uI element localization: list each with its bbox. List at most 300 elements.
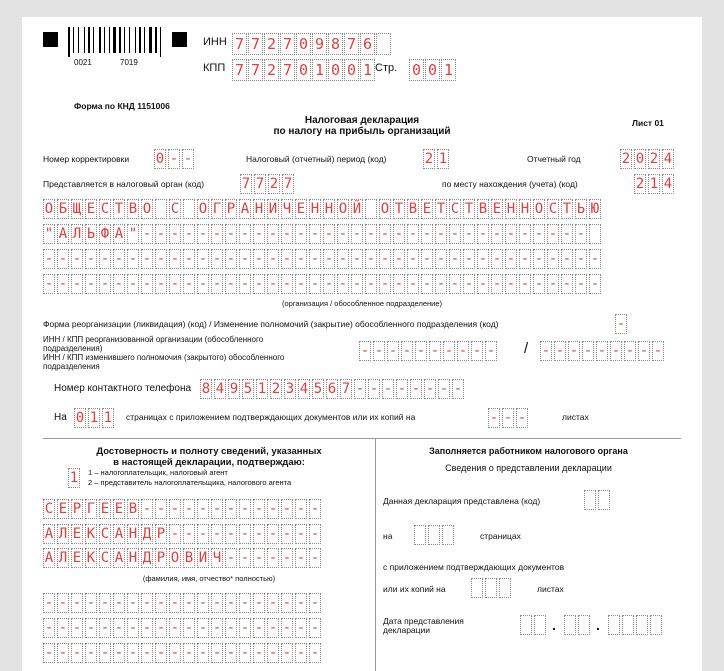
signer-option-1: 1 – налогоплательщик, налоговый агент bbox=[88, 468, 228, 477]
char-cell: Н bbox=[506, 201, 516, 217]
char-cell: - bbox=[282, 276, 292, 292]
char-cell: - bbox=[380, 276, 390, 292]
char-cell: - bbox=[128, 276, 138, 292]
char-cell: - bbox=[114, 251, 124, 267]
char-cell: Е bbox=[114, 501, 124, 517]
char-cell: - bbox=[282, 251, 292, 267]
char-cell: - bbox=[366, 276, 376, 292]
char-cell: - bbox=[198, 620, 208, 636]
char-cell: 7 bbox=[280, 59, 295, 81]
kpp-cells[interactable] bbox=[232, 59, 376, 79]
char-cell: - bbox=[72, 276, 82, 292]
char-cell: Н bbox=[520, 201, 530, 217]
char-cell: - bbox=[44, 645, 54, 661]
char-cell: - bbox=[240, 251, 250, 267]
char-cell: - bbox=[425, 381, 435, 397]
char-cell: - bbox=[548, 251, 558, 267]
signer-option-2: 2 – представитель налогоплательщика, налогового агента bbox=[88, 478, 292, 487]
char-cell: О bbox=[44, 201, 54, 217]
char-cell: - bbox=[282, 550, 292, 566]
char-cell: - bbox=[310, 226, 320, 242]
char-cell: " bbox=[44, 226, 54, 242]
reorg-kpp-cells[interactable] bbox=[540, 341, 666, 361]
org-name-line-3[interactable] bbox=[43, 249, 603, 269]
char-cell: - bbox=[100, 595, 110, 611]
barcode-bar bbox=[104, 27, 105, 53]
char-cell: - bbox=[212, 501, 222, 517]
date-dot-1: . bbox=[552, 617, 556, 633]
inn-kpp-slash: / bbox=[524, 340, 529, 357]
registration-marker-right bbox=[172, 32, 187, 47]
char-cell: - bbox=[439, 381, 449, 397]
barcode-bar bbox=[109, 27, 110, 53]
char-cell: 1 bbox=[360, 59, 375, 81]
char-cell: - bbox=[548, 226, 558, 242]
char-cell: О bbox=[338, 201, 348, 217]
char-cell: И bbox=[268, 201, 278, 217]
char-cell: - bbox=[310, 645, 320, 661]
char-cell: - bbox=[254, 550, 264, 566]
char-cell: - bbox=[478, 251, 488, 267]
char-cell: - bbox=[86, 620, 96, 636]
char-cell: Е bbox=[86, 201, 96, 217]
char-cell: - bbox=[268, 526, 278, 542]
char-cell: Л bbox=[58, 526, 68, 542]
char-cell: Ч bbox=[212, 550, 222, 566]
char-cell: - bbox=[534, 251, 544, 267]
char-cell: - bbox=[100, 645, 110, 661]
char-cell: - bbox=[611, 343, 621, 359]
char-cell: 7 bbox=[344, 33, 359, 55]
char-cell: - bbox=[254, 526, 264, 542]
char-cell: 4 bbox=[215, 381, 225, 397]
char-cell: - bbox=[338, 226, 348, 242]
char-cell: - bbox=[226, 526, 236, 542]
char-cell: - bbox=[198, 226, 208, 242]
char-cell: 4 bbox=[299, 381, 309, 397]
char-cell: - bbox=[170, 595, 180, 611]
sheet-number: Лист 01 bbox=[632, 118, 664, 128]
char-cell: - bbox=[198, 501, 208, 517]
char-cell: - bbox=[44, 251, 54, 267]
char-cell: - bbox=[184, 501, 194, 517]
char-cell: С bbox=[100, 526, 110, 542]
char-cell: - bbox=[408, 251, 418, 267]
char-cell: Ь bbox=[86, 226, 96, 242]
char-cell: 7 bbox=[341, 381, 351, 397]
char-cell: С bbox=[100, 550, 110, 566]
char-cell: Н bbox=[128, 526, 138, 542]
char-cell: - bbox=[170, 251, 180, 267]
char-cell: - bbox=[366, 251, 376, 267]
char-cell: - bbox=[534, 276, 544, 292]
phone-label: Номер контактного телефона bbox=[54, 383, 192, 394]
char-cell: 8 bbox=[201, 381, 211, 397]
char-cell: - bbox=[156, 620, 166, 636]
char-cell: - bbox=[128, 251, 138, 267]
char-cell: - bbox=[394, 226, 404, 242]
char-cell: 1 bbox=[649, 176, 659, 192]
char-cell: А bbox=[58, 226, 68, 242]
char-cell: - bbox=[58, 645, 68, 661]
char-cell: - bbox=[240, 226, 250, 242]
representative-line-2[interactable] bbox=[43, 618, 323, 638]
char-cell: - bbox=[114, 645, 124, 661]
year-cells[interactable] bbox=[620, 149, 676, 169]
org-name-line-2[interactable] bbox=[43, 224, 603, 244]
char-cell bbox=[608, 615, 620, 635]
char-cell: - bbox=[380, 226, 390, 242]
patronymic-cells[interactable] bbox=[43, 548, 323, 568]
char-cell: И bbox=[198, 550, 208, 566]
char-cell: 2 bbox=[271, 381, 281, 397]
char-cell: - bbox=[394, 251, 404, 267]
char-cell: - bbox=[422, 226, 432, 242]
char-cell: - bbox=[576, 251, 586, 267]
char-cell: - bbox=[240, 276, 250, 292]
char-cell: 9 bbox=[312, 33, 327, 55]
char-cell: - bbox=[464, 251, 474, 267]
authority-cells[interactable] bbox=[240, 174, 296, 194]
char-cell: - bbox=[282, 526, 292, 542]
char-cell: 6 bbox=[360, 33, 375, 55]
char-cell: Е bbox=[422, 201, 432, 217]
char-cell bbox=[183, 199, 195, 219]
char-cell: - bbox=[394, 276, 404, 292]
char-cell bbox=[578, 615, 590, 635]
date-day-cells[interactable] bbox=[520, 615, 548, 635]
char-cell: 2 bbox=[264, 33, 279, 55]
char-cell: 2 bbox=[269, 176, 279, 192]
char-cell: 0 bbox=[155, 151, 165, 167]
char-cell: Р bbox=[226, 201, 236, 217]
char-cell: 4 bbox=[663, 151, 673, 167]
char-cell: - bbox=[184, 251, 194, 267]
pages-cells[interactable] bbox=[74, 408, 116, 428]
char-cell bbox=[365, 199, 377, 219]
barcode-bar bbox=[144, 27, 145, 53]
barcode-bar bbox=[68, 27, 70, 57]
char-cell: - bbox=[597, 343, 607, 359]
office-sheets-label: листах bbox=[537, 584, 564, 594]
char-cell: - bbox=[310, 550, 320, 566]
char-cell: - bbox=[142, 501, 152, 517]
char-cell: С bbox=[170, 201, 180, 217]
char-cell: Ь bbox=[576, 201, 586, 217]
char-cell: - bbox=[170, 501, 180, 517]
char-cell: - bbox=[226, 276, 236, 292]
char-cell: - bbox=[408, 276, 418, 292]
char-cell: - bbox=[198, 645, 208, 661]
char-cell: - bbox=[310, 501, 320, 517]
char-cell: - bbox=[310, 595, 320, 611]
char-cell: - bbox=[254, 251, 264, 267]
representative-line-3[interactable] bbox=[43, 643, 323, 663]
char-cell: Ю bbox=[590, 201, 600, 217]
docs-pages-cells[interactable] bbox=[488, 408, 530, 428]
barcode-bar bbox=[149, 27, 152, 53]
char-cell: 2 bbox=[424, 151, 434, 167]
char-cell: Т bbox=[114, 201, 124, 217]
char-cell: - bbox=[226, 226, 236, 242]
char-cell: - bbox=[156, 595, 166, 611]
date-month-cells[interactable] bbox=[564, 615, 592, 635]
char-cell: - bbox=[142, 645, 152, 661]
char-cell: 6 bbox=[327, 381, 337, 397]
char-cell: - bbox=[583, 343, 593, 359]
char-cell: - bbox=[44, 595, 54, 611]
office-sheets-cells[interactable] bbox=[471, 578, 513, 598]
char-cell: - bbox=[58, 276, 68, 292]
char-cell: Л bbox=[58, 550, 68, 566]
char-cell: - bbox=[198, 595, 208, 611]
char-cell: 7 bbox=[248, 59, 263, 81]
date-year-cells[interactable] bbox=[608, 615, 664, 635]
char-cell: 2 bbox=[264, 59, 279, 81]
char-cell: 0 bbox=[344, 59, 359, 81]
char-cell bbox=[650, 615, 662, 635]
char-cell: - bbox=[240, 620, 250, 636]
char-cell: - bbox=[296, 620, 306, 636]
char-cell: - bbox=[156, 251, 166, 267]
char-cell: - bbox=[310, 276, 320, 292]
char-cell: - bbox=[226, 550, 236, 566]
char-cell: - bbox=[156, 276, 166, 292]
char-cell: - bbox=[408, 226, 418, 242]
char-cell: - bbox=[388, 343, 398, 359]
char-cell: 0 bbox=[328, 59, 343, 81]
char-cell: - bbox=[369, 381, 379, 397]
char-cell: - bbox=[282, 620, 292, 636]
correction-cells[interactable] bbox=[154, 149, 196, 169]
char-cell: - bbox=[184, 645, 194, 661]
char-cell: " bbox=[128, 226, 138, 242]
char-cell: - bbox=[422, 276, 432, 292]
char-cell: - bbox=[576, 226, 586, 242]
char-cell: Ч bbox=[282, 201, 292, 217]
char-cell: - bbox=[142, 595, 152, 611]
char-cell: - bbox=[282, 501, 292, 517]
char-cell: А bbox=[114, 226, 124, 242]
char-cell: - bbox=[562, 251, 572, 267]
barcode bbox=[68, 27, 164, 67]
char-cell: - bbox=[517, 410, 527, 426]
confirm-title-1: Достоверность и полноту сведений, указанных bbox=[96, 446, 322, 457]
char-cell: - bbox=[534, 226, 544, 242]
location-cells[interactable] bbox=[634, 174, 676, 194]
reorg-label: Форма реорганизации (ликвидация) (код) / Изменение полномочий (закрытие) обособленного подразделения (код) bbox=[43, 319, 499, 329]
char-cell: - bbox=[226, 620, 236, 636]
char-cell bbox=[636, 615, 648, 635]
char-cell: - bbox=[142, 226, 152, 242]
char-cell: - bbox=[374, 343, 384, 359]
char-cell: - bbox=[128, 595, 138, 611]
period-label: Налоговый (отчетный) период (код) bbox=[246, 154, 387, 164]
char-cell: 1 bbox=[438, 151, 448, 167]
char-cell: С bbox=[100, 201, 110, 217]
char-cell: 7 bbox=[241, 176, 251, 192]
barcode-bar bbox=[129, 27, 130, 53]
org-name-line-1[interactable] bbox=[43, 199, 603, 219]
barcode-number-2: 7019 bbox=[120, 58, 138, 67]
reorg-cells[interactable] bbox=[615, 314, 629, 334]
barcode-bar bbox=[93, 27, 94, 53]
signer-code-cell[interactable] bbox=[68, 468, 82, 488]
char-cell: - bbox=[212, 276, 222, 292]
char-cell: - bbox=[170, 526, 180, 542]
barcode-number-1: 0021 bbox=[74, 58, 92, 67]
period-cells[interactable] bbox=[423, 149, 451, 169]
office-pages-cells[interactable] bbox=[414, 525, 456, 545]
char-cell bbox=[564, 615, 576, 635]
char-cell: Г bbox=[86, 501, 96, 517]
char-cell: О bbox=[142, 201, 152, 217]
char-cell: - bbox=[183, 151, 193, 167]
char-cell bbox=[589, 224, 601, 244]
char-cell: - bbox=[436, 251, 446, 267]
char-cell: - bbox=[170, 276, 180, 292]
representative-line-1[interactable] bbox=[43, 593, 323, 613]
char-cell: - bbox=[114, 620, 124, 636]
char-cell: - bbox=[184, 595, 194, 611]
reorg-inn-label-4: подразделения bbox=[43, 362, 100, 371]
correction-label: Номер корректировки bbox=[43, 154, 130, 164]
char-cell: - bbox=[639, 343, 649, 359]
char-cell bbox=[376, 33, 391, 55]
char-cell: - bbox=[100, 251, 110, 267]
copies-label: или их копий на bbox=[383, 584, 446, 594]
char-cell: - bbox=[268, 595, 278, 611]
char-cell: - bbox=[44, 620, 54, 636]
char-cell: - bbox=[282, 226, 292, 242]
char-cell: Т bbox=[394, 201, 404, 217]
char-cell: - bbox=[254, 276, 264, 292]
page-label: Стр. bbox=[375, 62, 398, 74]
char-cell: - bbox=[450, 251, 460, 267]
page-cells[interactable] bbox=[409, 59, 457, 79]
confirm-title-2: в настоящей декларации, подтверждаю: bbox=[113, 457, 305, 468]
char-cell: - bbox=[416, 343, 426, 359]
declaration-sheet bbox=[22, 17, 702, 671]
char-cell: 7 bbox=[232, 33, 247, 55]
date-label-2: декларации bbox=[383, 625, 431, 635]
char-cell: - bbox=[653, 343, 663, 359]
char-cell: Т bbox=[464, 201, 474, 217]
registration-marker-left bbox=[43, 32, 58, 47]
barcode-bar bbox=[160, 27, 161, 57]
reorg-inn-cells[interactable] bbox=[359, 341, 499, 361]
char-cell: - bbox=[72, 251, 82, 267]
char-cell: 2 bbox=[635, 176, 645, 192]
char-cell bbox=[622, 615, 634, 635]
char-cell: А bbox=[240, 201, 250, 217]
inn-cells[interactable] bbox=[232, 33, 392, 53]
char-cell: В bbox=[128, 201, 138, 217]
form-title-line1: Налоговая декларация bbox=[304, 115, 420, 126]
char-cell: О bbox=[534, 201, 544, 217]
char-cell: - bbox=[72, 645, 82, 661]
phone-cells[interactable] bbox=[200, 379, 466, 399]
char-cell: - bbox=[458, 343, 468, 359]
char-cell: А bbox=[114, 550, 124, 566]
inn-label: ИНН bbox=[203, 36, 227, 48]
char-cell: - bbox=[355, 381, 365, 397]
char-cell bbox=[442, 525, 454, 545]
char-cell bbox=[414, 525, 426, 545]
char-cell: Т bbox=[562, 201, 572, 217]
submitted-code-cells[interactable] bbox=[584, 490, 612, 510]
barcode-bar bbox=[119, 27, 121, 53]
authority-label: Представляется в налоговый орган (код) bbox=[43, 179, 205, 189]
char-cell: - bbox=[380, 251, 390, 267]
char-cell: О bbox=[198, 201, 208, 217]
char-cell: - bbox=[296, 276, 306, 292]
char-cell: В bbox=[184, 550, 194, 566]
docs-suffix: листах bbox=[562, 412, 589, 422]
char-cell: - bbox=[254, 645, 264, 661]
char-cell bbox=[155, 199, 167, 219]
char-cell bbox=[428, 525, 440, 545]
char-cell: - bbox=[562, 276, 572, 292]
char-cell bbox=[584, 490, 596, 510]
char-cell: - bbox=[486, 343, 496, 359]
char-cell: Р bbox=[156, 550, 166, 566]
char-cell: - bbox=[268, 550, 278, 566]
char-cell: Р bbox=[72, 501, 82, 517]
char-cell: - bbox=[506, 251, 516, 267]
char-cell: - bbox=[411, 381, 421, 397]
char-cell: - bbox=[296, 645, 306, 661]
char-cell: - bbox=[338, 276, 348, 292]
char-cell: - bbox=[352, 251, 362, 267]
org-name-line-4[interactable] bbox=[43, 274, 603, 294]
char-cell: - bbox=[128, 645, 138, 661]
char-cell: - bbox=[226, 595, 236, 611]
tax-office-title: Заполняется работником налогового органа bbox=[429, 446, 628, 456]
char-cell: - bbox=[44, 276, 54, 292]
char-cell: - bbox=[268, 501, 278, 517]
char-cell: 7 bbox=[283, 176, 293, 192]
char-cell: - bbox=[366, 226, 376, 242]
char-cell bbox=[534, 615, 546, 635]
char-cell: К bbox=[86, 526, 96, 542]
char-cell: - bbox=[268, 620, 278, 636]
char-cell bbox=[499, 578, 511, 598]
date-label-1: Дата представления bbox=[383, 616, 464, 626]
barcode-bar bbox=[78, 27, 79, 53]
char-cell: - bbox=[254, 595, 264, 611]
char-cell: - bbox=[240, 526, 250, 542]
char-cell: - bbox=[212, 526, 222, 542]
first-name-cells[interactable] bbox=[43, 524, 323, 544]
char-cell: - bbox=[184, 276, 194, 292]
char-cell: - bbox=[86, 276, 96, 292]
form-title-line2: по налогу на прибыль организаций bbox=[273, 126, 451, 137]
char-cell: С bbox=[548, 201, 558, 217]
char-cell: - bbox=[548, 276, 558, 292]
char-cell: 0 bbox=[296, 33, 311, 55]
char-cell: 8 bbox=[328, 33, 343, 55]
char-cell: - bbox=[212, 595, 222, 611]
char-cell: А bbox=[44, 550, 54, 566]
char-cell: Н bbox=[254, 201, 264, 217]
surname-cells[interactable] bbox=[43, 499, 323, 519]
char-cell: - bbox=[360, 343, 370, 359]
char-cell: - bbox=[489, 410, 499, 426]
char-cell: - bbox=[198, 526, 208, 542]
reorg-inn-label-3: ИНН / КПП изменившего полномочия (закрытого) обособленного bbox=[43, 353, 285, 362]
char-cell: - bbox=[555, 343, 565, 359]
